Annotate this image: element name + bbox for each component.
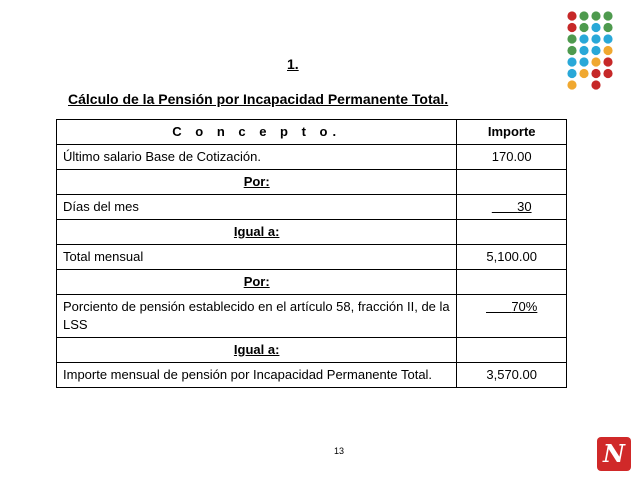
- operator-cell: Por:: [243, 174, 270, 189]
- operator-cell: Igual a:: [233, 342, 280, 357]
- amount-header: Importe: [457, 120, 567, 145]
- decorative-dot: [567, 80, 576, 89]
- decorative-dot: [603, 46, 612, 55]
- table-row: [57, 338, 567, 363]
- table-row: [57, 170, 567, 195]
- concept-cell: Total mensual: [57, 245, 457, 270]
- pension-calculation-table: [56, 119, 567, 388]
- amount-cell: 70%: [511, 299, 538, 314]
- table-row: [57, 245, 567, 270]
- decorative-dot: [591, 57, 600, 66]
- empty-cell: [457, 338, 567, 363]
- section-number: 1.: [287, 56, 299, 72]
- decorative-dot: [579, 69, 588, 78]
- decorative-dot: [591, 69, 600, 78]
- decorative-dot: [579, 23, 588, 32]
- decorative-dot: [579, 11, 588, 20]
- concept-cell: Porciento de pensión establecido en el artículo 58, fracción II, de la LSS: [57, 295, 457, 338]
- table-row: [57, 220, 567, 245]
- table-row: [57, 270, 567, 295]
- decorative-dot: [567, 23, 576, 32]
- decorative-dot: [579, 57, 588, 66]
- operator-cell: Por:: [243, 274, 270, 289]
- amount-cell: 3,570.00: [457, 363, 567, 388]
- decorative-dot: [603, 23, 612, 32]
- empty-cell: [457, 220, 567, 245]
- table-row: [57, 363, 567, 388]
- concept-cell: Importe mensual de pensión por Incapacidad Permanente Total.: [57, 363, 457, 388]
- decorative-dot: [603, 69, 612, 78]
- page-number: 13: [334, 446, 345, 456]
- amount-cell: 30: [517, 199, 532, 214]
- decorative-dot: [567, 46, 576, 55]
- decorative-dot: [567, 57, 576, 66]
- amount-cell: 5,100.00: [457, 245, 567, 270]
- decorative-dot: [591, 11, 600, 20]
- table-row: [57, 145, 567, 170]
- concept-cell: Último salario Base de Cotización.: [57, 145, 457, 170]
- decorative-dot: [567, 34, 576, 43]
- decorative-dot: [567, 69, 576, 78]
- decorative-dot: [603, 34, 612, 43]
- decorative-dot: [567, 11, 576, 20]
- table-row: [57, 295, 567, 338]
- section-title: Cálculo de la Pensión por Incapacidad Permanente Total.: [68, 91, 449, 107]
- decorative-dot: [579, 34, 588, 43]
- concept-header: C o n c e p t o.: [172, 124, 342, 139]
- amount-cell: 170.00: [457, 145, 567, 170]
- decorative-dot: [591, 80, 600, 89]
- empty-cell: [457, 270, 567, 295]
- decorative-dot: [591, 34, 600, 43]
- decorative-dot: [591, 46, 600, 55]
- operator-cell: Igual a:: [233, 224, 280, 239]
- decorative-dot: [603, 57, 612, 66]
- decorative-dot: [579, 46, 588, 55]
- decorative-dot: [591, 23, 600, 32]
- table-row: [57, 195, 567, 220]
- table-header-row: [57, 120, 567, 145]
- concept-cell: Días del mes: [57, 195, 457, 220]
- decorative-dots-icon: [566, 10, 626, 92]
- brand-logo-icon: N: [597, 437, 631, 471]
- decorative-dot: [603, 11, 612, 20]
- empty-cell: [457, 170, 567, 195]
